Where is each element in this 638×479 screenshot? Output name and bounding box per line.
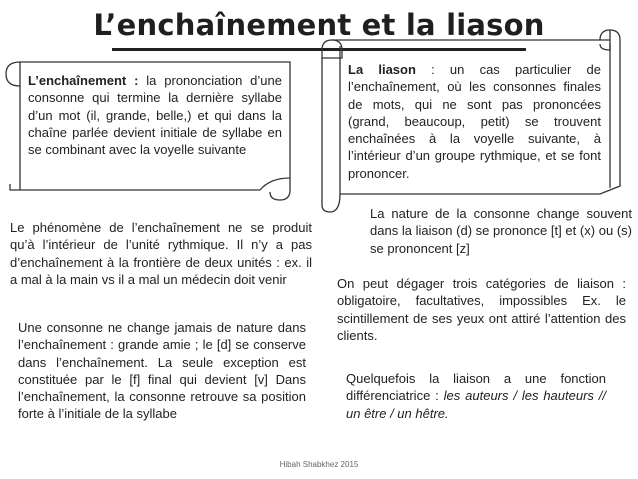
liaison-differentiating-paragraph — [346, 370, 606, 422]
liaison-consonant-change-paragraph: La nature de la consonne change souvent dans la liaison (d) se prononce [t] et (x) ou (s) se prononcent [z] — [370, 206, 632, 256]
enchainement-term: L’enchaînement : — [28, 73, 139, 88]
author-credit: Hibah Shabkhez 2015 — [279, 460, 359, 469]
liaison-definition-text: : un cas particulier de l’enchaînement, où les consonnes finales de mots, qui ne sont pas prononcées (grand, beaucoup, petit) se trouvent enchaînées à la voyelle suivante, à l’intérieur d’un groupe rythmique, et se font prononcer. — [348, 62, 601, 181]
liaison-categories-paragraph: On peut dégager trois catégories de liaison : obligatoire, facultatives, impossibles Ex. le scintillement de ses yeux ont attiré l’attention des clients. — [337, 276, 626, 343]
enchainement-definition — [28, 72, 282, 158]
enchainement-rhythmic-unit-paragraph: Le phénomène de l’enchaînement ne se produit qu’à l’intérieur de l’unité rythmique. Il n’y a pas d’enchaînement à la frontière de deux unités : ex. il a mal à la main vs il a mal un médecin doit venir — [10, 220, 312, 287]
liaison-differentiating-text: Quelquefois la liaison a une fonction différenciatrice : — [346, 371, 606, 404]
liaison-examples: les auteurs / les hauteurs // un être / un hêtre. — [346, 388, 606, 421]
page-title: L’enchaînement et la liason — [93, 8, 545, 42]
liaison-definition — [348, 61, 601, 182]
enchainement-definition-text: la prononciation d’une consonne qui termine la dernière syllabe d’un mot (il, grande, belle,) et qui dans la chaîne parlée devient initiale de syllabe en se combinant avec la voyelle suivante — [28, 73, 282, 158]
liaison-term: La liason — [348, 62, 416, 77]
enchainement-consonant-nature-paragraph: Une consonne ne change jamais de nature dans l’enchaînement : grande amie ; le [d] se conserve dans l’enchaînement. La seule exception est constituée par le [f] final qui devient [v] Dans l’enchaînement, la consonne retrouve sa position forte à l’initiale de la syllabe — [18, 320, 306, 422]
